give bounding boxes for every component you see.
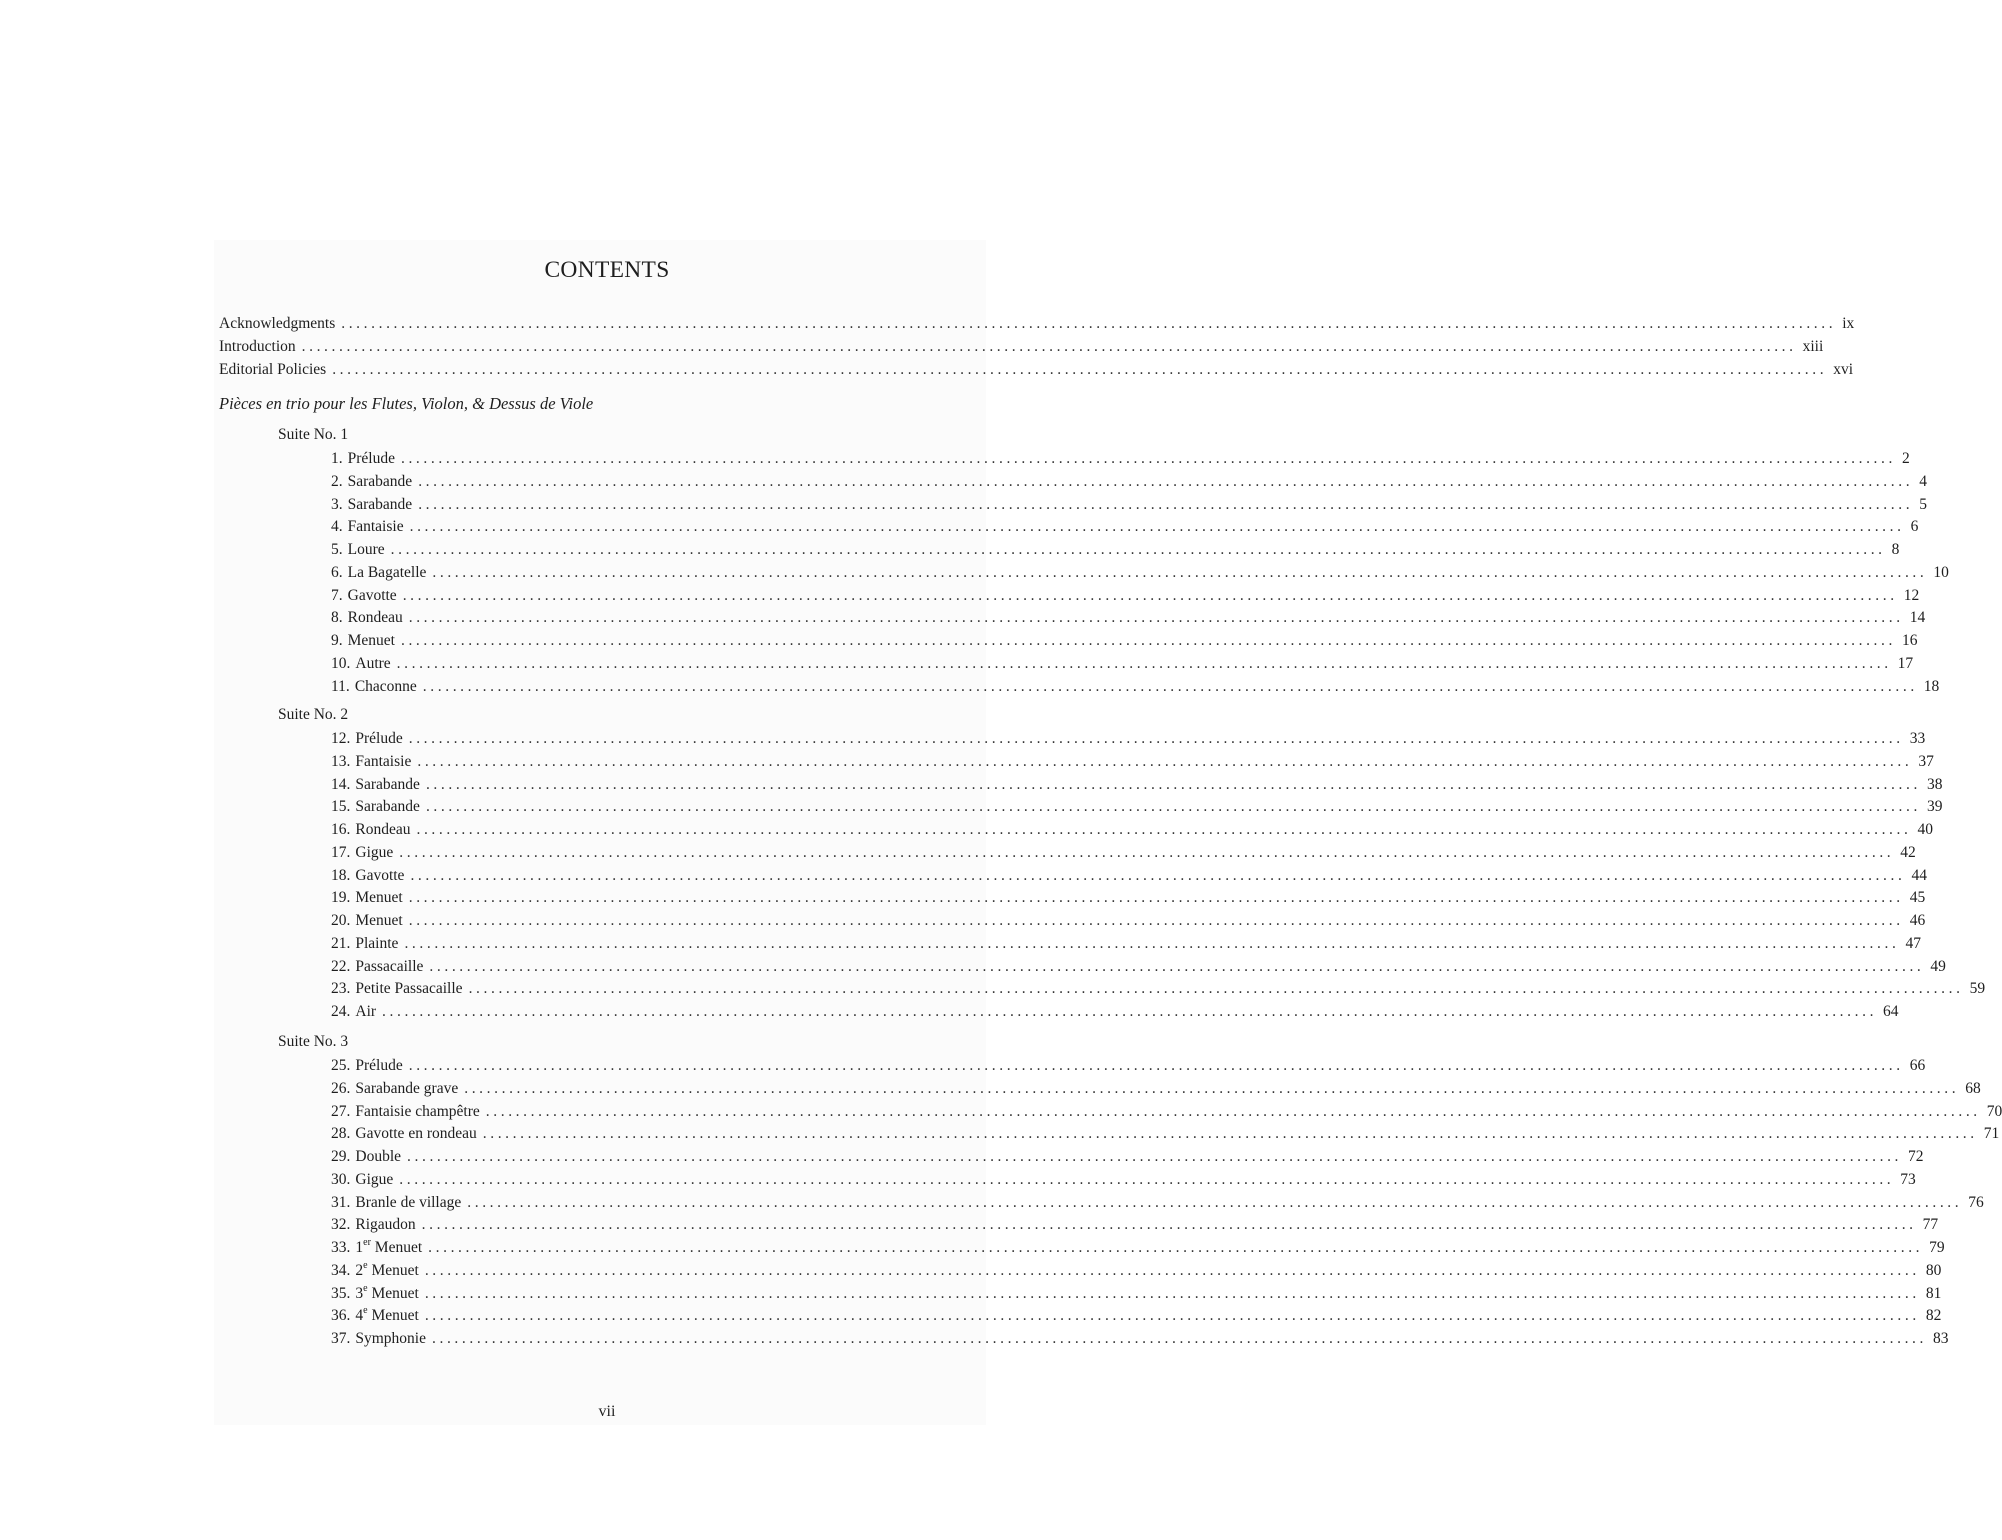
entry-title [355,1123,476,1145]
dot-leader: ........................................................................................................................................................................................................ [400,450,1896,467]
entry-title-text: Gavotte en rondeau [355,1125,477,1142]
entry-number: 33. [331,1239,351,1256]
toc-entry[interactable] [219,336,1824,358]
entry-number: 25. [331,1057,351,1074]
toc-entry[interactable] [331,676,1940,698]
entry-title [355,1214,415,1236]
entry-title-text: La Bagatelle [347,564,427,581]
dot-leader: ........................................................................................................................................................................................................ [332,361,1828,378]
entry-title-text: Passacaille [355,958,424,975]
entry-title-text: Rondeau [355,821,411,838]
entry-page: 71 [1983,1125,2000,1142]
entry-title [355,1101,479,1123]
dot-leader: ........................................................................................................................................................................................................ [482,1125,1978,1142]
dot-leader: ........................................................................................................................................................................................................ [390,541,1886,558]
page-number: vii [598,1403,616,1420]
entry-number: 3. [331,496,343,513]
dot-leader: ........................................................................................................................................................................................................ [429,958,1925,975]
toc-entry[interactable] [331,1123,2000,1145]
toc-entry[interactable] [331,910,1926,932]
toc-entry[interactable] [331,1055,1926,1077]
dot-leader: ........................................................................................................................................................................................................ [408,609,1904,626]
entry-number: 36. [331,1307,351,1324]
toc-entry[interactable] [331,1001,1899,1023]
entry-title [355,1283,418,1305]
entry-title [355,933,398,955]
dot-leader: ........................................................................................................................................................................................................ [425,776,1921,793]
dot-leader: ........................................................................................................................................................................................................ [408,889,1904,906]
entry-page: 45 [1909,889,1926,906]
entry-number: 11. [331,678,350,695]
dot-leader: ........................................................................................................................................................................................................ [408,912,1904,929]
dot-leader: ........................................................................................................................................................................................................ [382,1003,1878,1020]
entry-number: 10. [331,655,351,672]
entry-page: 14 [1909,609,1926,626]
entry-page: 73 [1900,1171,1916,1188]
entry-title [219,336,296,358]
toc-entry[interactable] [331,1282,1942,1305]
entry-title-superscript: e [363,1259,368,1271]
entry-page: 5 [1919,496,1927,513]
entry-number: 37. [331,1330,351,1347]
toc-entry[interactable] [331,607,1926,629]
entry-title-text: Loure [347,541,385,558]
entry-title-superscript: er [363,1236,371,1248]
entry-page: 81 [1925,1285,1942,1302]
entry-page: 18 [1923,678,1940,695]
entry-number: 9. [331,632,343,649]
entry-title [348,494,413,516]
entry-title-text: Plainte [355,935,399,952]
dot-leader: ........................................................................................................................................................................................................ [417,753,1913,770]
entry-title [355,1328,426,1350]
toc-entry[interactable] [331,630,1918,652]
entry-title-text: Fantaisie [347,518,404,535]
dot-leader: ........................................................................................................................................................................................................ [424,1285,1920,1302]
toc-entry[interactable] [331,933,1921,955]
toc-entry[interactable] [331,1101,2002,1123]
dot-leader: ........................................................................................................................................................................................................ [408,1057,1904,1074]
entry-page: 16 [1901,632,1918,649]
entry-title [355,1001,376,1023]
entry-title-rest: Menuet [367,1262,419,1279]
entry-title-text: Gavotte [347,587,397,604]
toc-entry[interactable] [331,865,1927,887]
entry-title-text: Menuet [355,912,403,929]
dot-leader: ........................................................................................................................................................................................................ [407,1148,1903,1165]
dot-leader: ........................................................................................................................................................................................................ [468,980,1964,997]
entry-title-rest: Menuet [370,1239,423,1256]
dot-leader: ........................................................................................................................................................................................................ [396,655,1892,672]
entry-title-text: Gigue [355,1171,394,1188]
entry-page: 39 [1926,798,1943,815]
entry-number: 34. [331,1262,351,1279]
toc-entry[interactable] [331,774,1943,796]
entry-title [355,676,417,698]
page-title: CONTENTS [544,257,670,283]
dot-leader: ........................................................................................................................................................................................................ [418,496,1914,513]
entry-number: 28. [331,1125,351,1142]
entry-title-text: Air [355,1003,377,1020]
entry-page: 83 [1933,1330,1949,1347]
entry-page: 72 [1908,1148,1924,1165]
collection-title: Pièces en trio pour les Flutes, Violon, & Dessus de Viole [219,394,594,413]
entry-page: 4 [1919,473,1927,490]
entry-page: 76 [1968,1194,1984,1211]
entry-page: 82 [1925,1307,1942,1324]
entry-number: 12. [331,730,351,747]
entry-page: 46 [1909,912,1926,929]
entry-title-text: Gigue [355,844,394,861]
toc-entry[interactable] [331,494,1927,516]
entry-title [355,865,404,887]
entry-page: 38 [1926,776,1943,793]
dot-leader: ........................................................................................................................................................................................................ [422,678,1918,695]
toc-entry[interactable] [331,448,1910,470]
entry-title-text: Autre [355,655,391,672]
entry-title-text: Double [355,1148,402,1165]
entry-number: 26. [331,1080,351,1097]
entry-title [355,1192,461,1214]
dot-leader: ........................................................................................................................................................................................................ [399,1171,1895,1188]
entry-title [348,630,395,652]
dot-leader: ........................................................................................................................................................................................................ [464,1080,1960,1097]
entry-title [355,819,410,841]
entry-number: 7. [331,587,343,604]
entry-number: 29. [331,1148,351,1165]
entry-number: 14. [331,776,351,793]
entry-title [355,1169,393,1191]
entry-title [348,516,404,538]
entry-number: 17. [331,844,351,861]
entry-number: 24. [331,1003,351,1020]
toc-entry[interactable] [331,1192,1984,1214]
toc-entry[interactable] [331,956,1946,978]
entry-title-text: Sarabande [347,473,413,490]
entry-page: 47 [1905,935,1921,952]
entry-title [355,1146,401,1168]
toc-entry[interactable] [331,1169,1916,1191]
entry-title [355,751,411,773]
entry-title [355,956,423,978]
dot-leader: ........................................................................................................................................................................................................ [341,315,1837,332]
toc-entry[interactable] [219,359,1854,381]
entry-title-text: Fantaisie champêtre [355,1103,480,1120]
entry-page: 12 [1903,587,1920,604]
entry-title [348,471,413,493]
entry-page: xvi [1833,361,1854,378]
entry-title [355,910,402,932]
entry-page: 59 [1969,980,1986,997]
entry-page: 70 [1986,1103,2002,1120]
entry-title-text: Branle de village [355,1194,462,1211]
dot-leader: ........................................................................................................................................................................................................ [409,518,1905,535]
entry-page: 79 [1929,1239,1945,1256]
entry-title-text: Symphonie [355,1330,426,1347]
entry-page: 10 [1933,564,1949,581]
entry-title [355,1055,402,1077]
entry-title-text: Sarabande [355,798,420,815]
entry-number: 16. [331,821,351,838]
entry-number: 1. [331,450,343,467]
entry-title [219,359,326,381]
entry-title-text: Prélude [355,730,403,747]
entry-title-text: Petite Passacaille [355,980,463,997]
entry-page: 44 [1911,867,1927,884]
dot-leader: ........................................................................................................................................................................................................ [421,1216,1917,1233]
entry-number: 27. [331,1103,351,1120]
toc-entry[interactable] [331,1146,1924,1168]
toc-entry[interactable] [331,751,1934,773]
entry-title-text: Menuet [355,889,403,906]
entry-title [355,653,390,675]
toc-entry[interactable] [331,471,1927,493]
dot-leader: ........................................................................................................................................................................................................ [404,935,1900,952]
entry-title-text: Rigaudon [355,1216,416,1233]
dot-leader: ........................................................................................................................................................................................................ [424,1262,1920,1279]
entry-title-text: Prélude [355,1057,403,1074]
entry-title [348,585,397,607]
toc-entry[interactable] [331,728,1926,750]
entry-title [348,448,395,470]
toc-entry[interactable] [331,653,1914,675]
entry-page: 8 [1891,541,1900,558]
entry-page: 49 [1930,958,1946,975]
entry-title [355,842,393,864]
dot-leader: ........................................................................................................................................................................................................ [424,1307,1920,1324]
dot-leader: ........................................................................................................................................................................................................ [416,821,1912,838]
entry-title [355,1237,422,1259]
entry-title-text: 4 [355,1307,364,1324]
entry-page: 6 [1910,518,1919,535]
entry-page: 37 [1918,753,1934,770]
suite-heading: Suite No. 2 [278,706,349,723]
toc-entry[interactable] [331,887,1926,909]
entry-title [355,728,402,750]
entry-number: 31. [331,1194,351,1211]
entry-title-text: Menuet [347,632,395,649]
dot-leader: ........................................................................................................................................................................................................ [432,564,1928,581]
toc-entry[interactable] [331,1304,1942,1327]
entry-page: 77 [1922,1216,1939,1233]
entry-page: 33 [1909,730,1926,747]
entry-title [219,313,335,335]
toc-entry[interactable] [331,562,1949,584]
toc-entry[interactable] [331,539,1900,561]
entry-title-superscript: e [363,1282,368,1294]
dot-leader: ........................................................................................................................................................................................................ [399,844,1895,861]
toc-entry[interactable] [331,1259,1942,1282]
entry-title-superscript: e [363,1304,368,1316]
dot-leader: ........................................................................................................................................................................................................ [408,730,1904,747]
entry-title [355,1260,418,1282]
toc-entry[interactable] [331,978,1986,1000]
toc-entry[interactable] [331,842,1916,864]
entry-title-text: 2 [355,1262,364,1279]
entry-number: 21. [331,935,351,952]
entry-page: 42 [1900,844,1916,861]
dot-leader: ........................................................................................................................................................................................................ [432,1330,1927,1347]
entry-page: 17 [1897,655,1914,672]
dot-leader: ........................................................................................................................................................................................................ [301,338,1797,355]
suite-heading: Suite No. 1 [278,426,349,443]
entry-title [348,562,427,584]
entry-title-text: Chaconne [354,678,417,695]
entry-number: 5. [331,541,343,558]
entry-number: 6. [331,564,343,581]
entry-title-rest: Menuet [367,1307,419,1324]
entry-title-rest: Menuet [367,1285,419,1302]
entry-title [348,539,385,561]
entry-number: 22. [331,958,351,975]
dot-leader: ........................................................................................................................................................................................................ [402,587,1898,604]
toc-entry[interactable] [331,819,1933,841]
entry-page: 64 [1883,1003,1899,1020]
entry-number: 32. [331,1216,351,1233]
entry-title-text: Editorial Policies [219,361,327,378]
entry-number: 15. [331,798,351,815]
toc-entry[interactable] [331,1328,1949,1350]
entry-page: 80 [1925,1262,1942,1279]
dot-leader: ........................................................................................................................................................................................................ [418,473,1914,490]
entry-page: 40 [1917,821,1933,838]
entry-number: 13. [331,753,351,770]
entry-title [355,887,402,909]
entry-title-text: Prélude [347,450,395,467]
entry-title [355,796,420,818]
dot-leader: ........................................................................................................................................................................................................ [410,867,1906,884]
entry-title-text: Acknowledgments [219,315,336,332]
entry-title-text: Sarabande grave [355,1080,459,1097]
entry-title-text: Introduction [219,338,296,355]
dot-leader: ........................................................................................................................................................................................................ [428,1239,1924,1256]
entry-title [348,607,403,629]
entry-title-text: Sarabande [347,496,413,513]
entry-page: 68 [1965,1080,1981,1097]
entry-title [355,1078,458,1100]
toc-entry[interactable] [331,1078,1981,1100]
suite-heading: Suite No. 3 [278,1033,349,1050]
entry-title-text: Rondeau [347,609,403,626]
entry-number: 30. [331,1171,351,1188]
entry-number: 2. [331,473,343,490]
entry-number: 19. [331,889,351,906]
entry-title-text: 3 [355,1285,364,1302]
toc-entry[interactable] [219,313,1855,335]
entry-number: 4. [331,518,343,535]
dot-leader: ........................................................................................................................................................................................................ [400,632,1896,649]
entry-number: 20. [331,912,351,929]
entry-number: 23. [331,980,351,997]
toc-entry[interactable] [331,796,1943,818]
entry-page: 2 [1901,450,1910,467]
entry-title-text: Gavotte [355,867,405,884]
entry-title-text: 1 [355,1239,364,1256]
entry-title [355,774,420,796]
entry-page: 66 [1909,1057,1926,1074]
entry-title [355,1305,418,1327]
entry-title [355,978,462,1000]
dot-leader: ........................................................................................................................................................................................................ [425,798,1921,815]
entry-number: 35. [331,1285,351,1302]
entry-number: 8. [331,609,343,626]
entry-title-text: Sarabande [355,776,420,793]
toc-entry[interactable] [331,516,1919,538]
entry-number: 18. [331,867,351,884]
dot-leader: ........................................................................................................................................................................................................ [467,1194,1963,1211]
entry-page: xiii [1802,338,1824,355]
entry-page: ix [1842,315,1855,332]
toc-entry[interactable] [331,1214,1939,1236]
toc-entry[interactable] [331,585,1920,607]
entry-title-text: Fantaisie [355,753,412,770]
dot-leader: ........................................................................................................................................................................................................ [485,1103,1981,1120]
toc-entry[interactable] [331,1236,1945,1259]
